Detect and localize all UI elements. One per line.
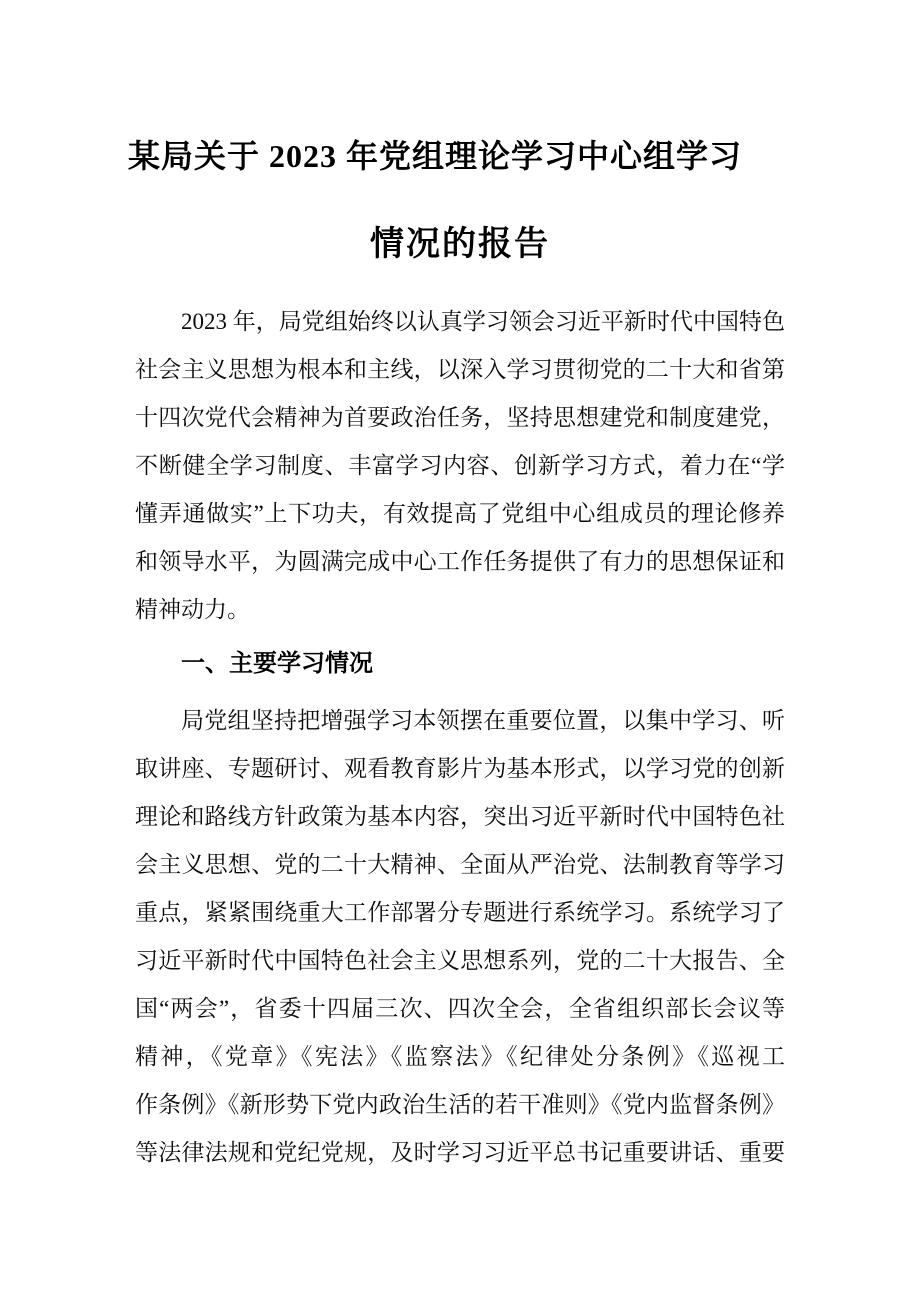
paragraph-2-line: 习近平新时代中国特色社会主义思想系列，党的二十大报告、全 bbox=[135, 948, 785, 973]
paragraph-2-line: 等法律法规和党纪党规，及时学习习近平总书记重要讲话、重要 bbox=[135, 1140, 785, 1165]
paragraph-1-line: 社会主义思想为根本和主线，以深入学习贯彻党的二十大和省第 bbox=[135, 357, 785, 382]
paragraph-1-line: 2023 年，局党组始终以认真学习领会习近平新时代中国特色 bbox=[181, 309, 785, 334]
document-title-line1: 某局关于 2023 年党组理论学习中心组学习 bbox=[128, 138, 743, 174]
paragraph-2-line: 作条例》《新形势下党内政治生活的若干准则》《党内监督条例》 bbox=[135, 1092, 785, 1117]
paragraph-1-line: 和领导水平，为圆满完成中心工作任务提供了有力的思想保证和 bbox=[135, 549, 785, 574]
paragraph-2-line: 重点，紧紧围绕重大工作部署分专题进行系统学习。系统学习了 bbox=[135, 900, 785, 925]
paragraph-1-line: 精神动力。 bbox=[135, 597, 250, 622]
paragraph-1-line: 懂弄通做实”上下功夫，有效提高了党组中心组成员的理论修养 bbox=[135, 501, 785, 526]
paragraph-2-line: 理论和路线方针政策为基本内容，突出习近平新时代中国特色社 bbox=[135, 804, 785, 829]
paragraph-2-line: 精神，《党章》《宪法》《监察法》《纪律处分条例》《巡视工 bbox=[135, 1044, 785, 1069]
paragraph-1 bbox=[135, 298, 785, 634]
paragraph-2-line: 取讲座、专题研讨、观看教育影片为基本形式，以学习党的创新 bbox=[135, 756, 785, 781]
paragraph-2-line: 国“两会”，省委十四届三次、四次全会，全省组织部长会议等 bbox=[135, 996, 785, 1021]
paragraph-1-line: 十四次党代会精神为首要政治任务，坚持思想建党和制度建党， bbox=[135, 405, 785, 430]
section-heading-main-study-situation: 一、主要学习情况 bbox=[181, 650, 373, 677]
paragraph-2-line: 会主义思想、党的二十大精神、全面从严治党、法制教育等学习 bbox=[135, 852, 785, 877]
paragraph-2 bbox=[135, 697, 785, 1177]
document-body bbox=[135, 298, 785, 1177]
paragraph-2-line: 局党组坚持把增强学习本领摆在重要位置，以集中学习、听 bbox=[181, 708, 785, 733]
paragraph-1-line: 不断健全学习制度、丰富学习内容、创新学习方式，着力在“学 bbox=[135, 453, 785, 478]
document-title-line2: 情况的报告 bbox=[370, 226, 550, 263]
